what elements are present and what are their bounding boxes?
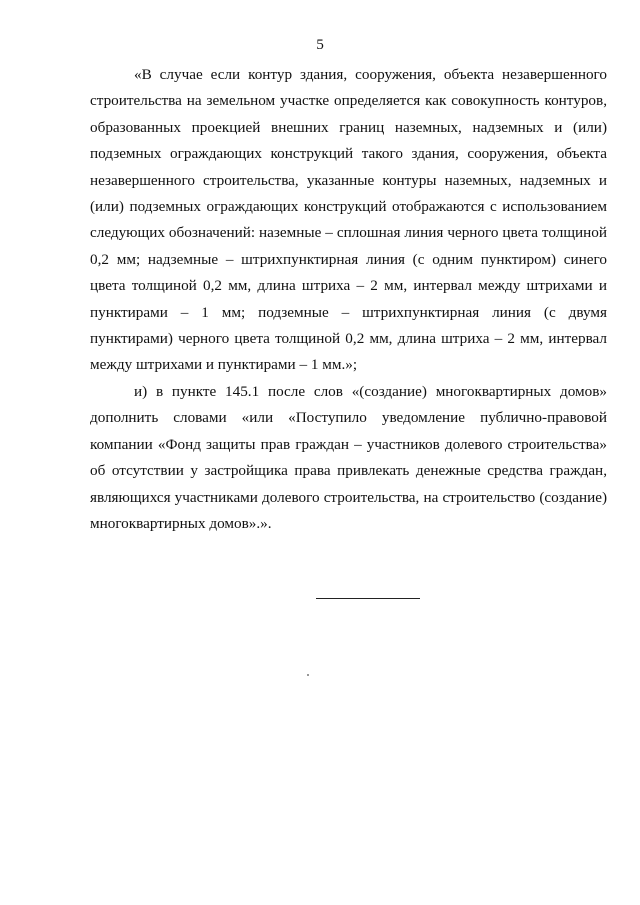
scan-speck: [307, 674, 309, 676]
page-number: 5: [316, 36, 324, 53]
document-body: [90, 62, 607, 537]
paragraph-contour-definition: «В случае если контур здания, сооружения, объекта незавершенного строительства на земельном участке определяется как совокупность контуров, образованных проекцией внешних границ наземных, надземных и (или) подземных ограждающих конструкций такого здания, сооружения, объекта незавершенного строительства, указанные контуры наземных, надземных и (или) подземных ограждающих конструкций отображаются с использованием следующих обозначений: наземные – сплошная линия черного цвета толщиной 0,2 мм; надземные – штрихпунктирная линия (с одним пунктиром) синего цвета толщиной 0,2 мм, длина штриха – 2 мм, интервал между штрихами и пунктирами – 1 мм; подземные – штрихпунктирная линия (с двумя пунктирами) черного цвета толщиной 0,2 мм, длина штриха – 2 мм, интервал между штрихами и пунктирами – 1 мм.»;: [90, 66, 607, 374]
paragraph-amendment-145-1: и) в пункте 145.1 после слов «(создание) многоквартирных домов» дополнить словами «или «Поступило уведомление публично-правовой компании «Фонд защиты прав граждан – участников долевого строительства» об отсутствии у застройщика права привлекать денежные средства граждан, являющихся участниками долевого строительства, на строительство (создание) многоквартирных домов».».: [90, 382, 607, 532]
end-of-text-rule: [316, 598, 420, 599]
